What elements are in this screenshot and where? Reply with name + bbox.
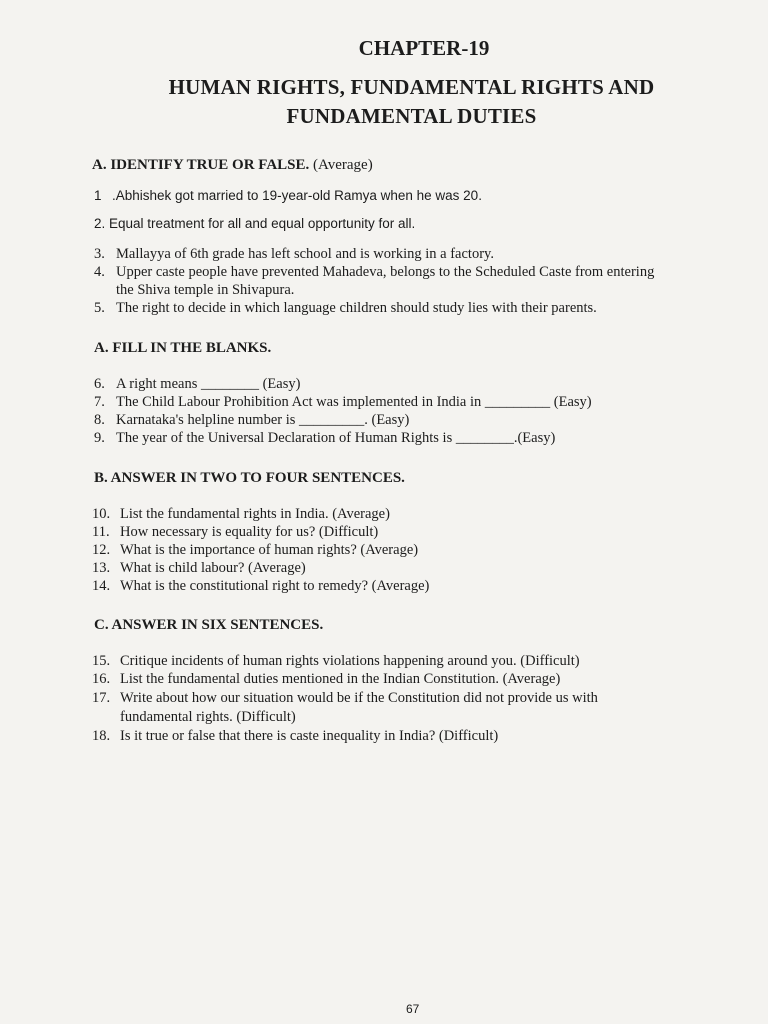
question-item: 18. Is it true or false that there is caste inequality in India? (Difficult) <box>92 728 499 744</box>
question-item: 16. List the fundamental duties mentioned in the Indian Constitution. (Average) <box>92 671 561 687</box>
question-item: 3. Mallayya of 6th grade has left school and is working in a factory. <box>94 246 494 262</box>
question-item: 15. Critique incidents of human rights violations happening around you. (Difficult) <box>92 653 580 669</box>
chapter-title-line-2: FUNDAMENTAL DUTIES <box>286 104 537 128</box>
question-item-continuation: the Shiva temple in Shivapura. <box>116 282 295 298</box>
section-heading-long-answer: C. ANSWER IN SIX SENTENCES. <box>94 617 324 633</box>
question-item: 8. Karnataka's helpline number is _________. (Easy) <box>94 412 410 428</box>
section-heading-fill-blanks: A. FILL IN THE BLANKS. <box>94 340 272 356</box>
chapter-number: CHAPTER-19 <box>358 36 490 60</box>
chapter-title-line-1: HUMAN RIGHTS, FUNDAMENTAL RIGHTS AND <box>168 75 655 99</box>
question-item: 7. The Child Labour Prohibition Act was implemented in India in _________ (Easy) <box>94 394 592 410</box>
question-item: 4. Upper caste people have prevented Mahadeva, belongs to the Scheduled Caste from entering <box>94 264 655 280</box>
question-item: 17. Write about how our situation would be if the Constitution did not provide us with <box>92 690 598 706</box>
question-item: 9. The year of the Universal Declaration of Human Rights is ________.(Easy) <box>94 430 556 446</box>
question-item: 2. Equal treatment for all and equal opportunity for all. <box>94 216 416 231</box>
question-item-continuation: fundamental rights. (Difficult) <box>120 709 296 725</box>
question-item: 14. What is the constitutional right to remedy? (Average) <box>92 578 430 594</box>
question-item: 1 .Abhishek got married to 19-year-old Ramya when he was 20. <box>94 188 482 203</box>
question-item: 6. A right means ________ (Easy) <box>94 376 301 392</box>
page-number: 67 <box>406 1002 420 1016</box>
question-item: 5. The right to decide in which language children should study lies with their parents. <box>94 300 597 316</box>
question-item: 13. What is child labour? (Average) <box>92 560 306 576</box>
question-item: 10. List the fundamental rights in India. (Average) <box>92 506 390 522</box>
section-heading-short-answer: B. ANSWER IN TWO TO FOUR SENTENCES. <box>94 470 405 486</box>
question-item: 11. How necessary is equality for us? (Difficult) <box>92 524 379 540</box>
section-heading-true-false: A. IDENTIFY TRUE OR FALSE. (Average) <box>92 157 373 173</box>
question-item: 12. What is the importance of human rights? (Average) <box>92 542 419 558</box>
